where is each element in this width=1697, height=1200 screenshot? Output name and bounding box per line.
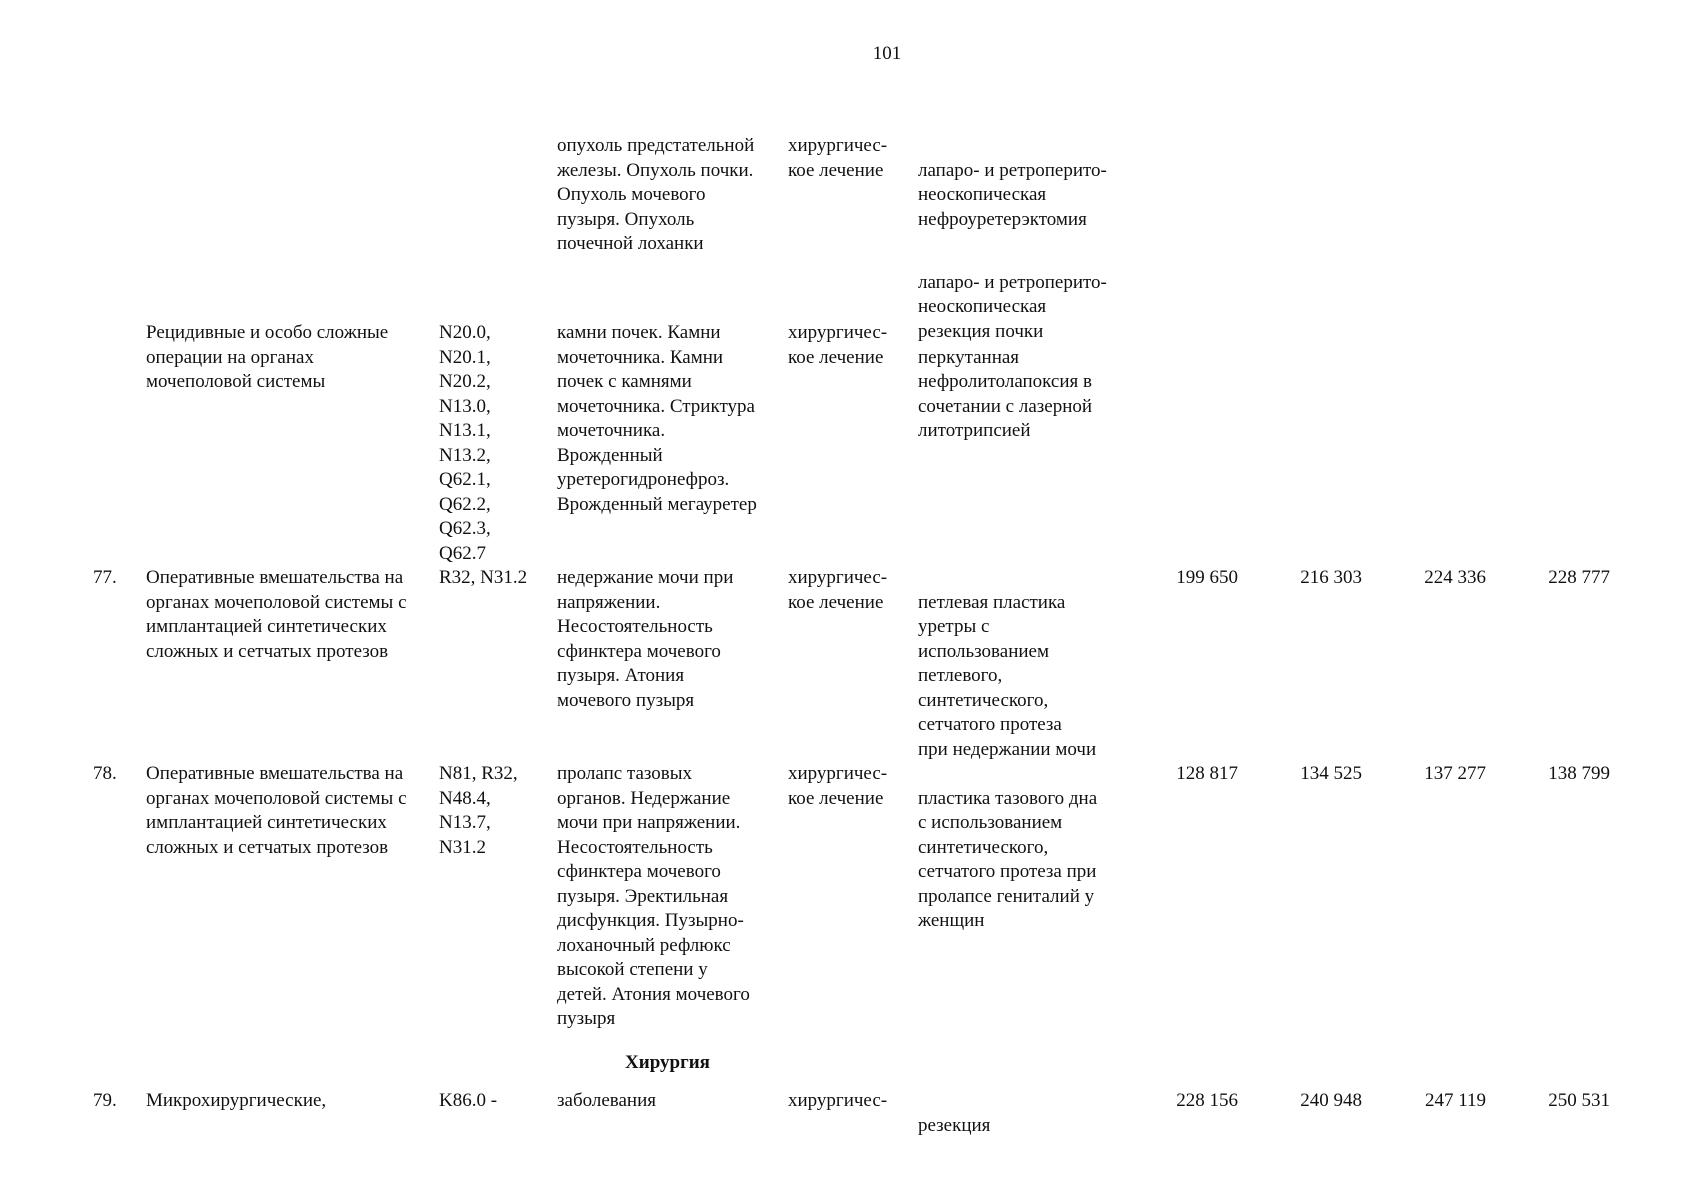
- price-cell: 228 777: [1548, 567, 1610, 588]
- price-cell: 250 531: [1548, 1090, 1610, 1111]
- patient-model: опухоль предстательной железы. Опухоль почки. Опухоль мочевого пузыря. Опухоль почечной лоханки: [557, 135, 755, 254]
- treatment-method: лапаро- и ретроперито- неоскопическая резекция почки: [918, 271, 1107, 342]
- row-number: 77.: [93, 567, 117, 588]
- treatment-kind: хирургичес-: [788, 1090, 888, 1111]
- price-cell: 134 525: [1300, 763, 1362, 784]
- treatment-methods: [918, 1089, 1146, 1163]
- treatment-method: пластика тазового дна с использованием синтетического, сетчатого протеза при пролапсе гениталий у женщин: [918, 787, 1098, 931]
- price-cell: 138 799: [1548, 763, 1610, 784]
- price-cell: 224 336: [1424, 567, 1486, 588]
- care-type-name: Микрохирургические,: [146, 1090, 327, 1111]
- price-cell: 128 817: [1176, 763, 1238, 784]
- icd-codes: N20.0, N20.1, N20.2, N13.0, N13.1, N13.2, Q62.1, Q62.2, Q62.3, Q62.7: [439, 322, 491, 564]
- treatment-kind: хирургичес- кое лечение: [788, 567, 888, 613]
- page-number: 101: [872, 43, 902, 64]
- treatment-method: петлевая пластика уретры с использованием петлевого, синтетического, сетчатого протеза при недержании мочи: [918, 591, 1097, 760]
- treatment-kind: хирургичес- кое лечение: [788, 763, 888, 809]
- row-number: 79.: [93, 1090, 117, 1111]
- patient-model: камни почек. Камни мочеточника. Камни почек с камнями мочеточника. Стриктура мочеточника. Врожденный уретерогидронефроз. Врожденный мегауретер: [557, 322, 757, 515]
- patient-model: пролапс тазовых органов. Недержание мочи при напряжении. Несостоятельность сфинктера мочевого пузыря. Эректильная дисфункция. Пузырно- лоханочный рефлюкс высокой степени у детей. Атония мочевого пузыря: [557, 763, 750, 1029]
- icd-codes: K86.0 -: [439, 1090, 498, 1111]
- treatment-methods: [918, 566, 1146, 787]
- price-cell: 228 156: [1176, 1090, 1238, 1111]
- care-type-name: Оперативные вмешательства на органах мочеполовой системы с имплантацией синтетических сложных и сетчатых протезов: [146, 567, 407, 662]
- treatment-method: резекция: [918, 1114, 991, 1136]
- care-type-name: Оперативные вмешательства на органах мочеполовой системы с имплантацией синтетических сложных и сетчатых протезов: [146, 763, 407, 858]
- price-cell: 247 119: [1424, 1090, 1486, 1111]
- patient-model: недержание мочи при напряжении. Несостоятельность сфинктера мочевого пузыря. Атония мочевого пузыря: [557, 567, 734, 711]
- treatment-kind: хирургичес- кое лечение: [788, 322, 888, 368]
- care-type-name: Рецидивные и особо сложные операции на органах мочеполовой системы: [146, 322, 389, 392]
- treatment-methods: [918, 762, 1146, 958]
- treatment-methods: [918, 321, 1146, 468]
- price-cell: 199 650: [1176, 567, 1238, 588]
- icd-codes: N81, R32, N48.4, N13.7, N31.2: [439, 763, 518, 858]
- section-heading: Хирургия: [625, 1052, 710, 1073]
- patient-model: заболевания: [557, 1090, 656, 1111]
- price-cell: 216 303: [1300, 567, 1362, 588]
- treatment-kind: хирургичес- кое лечение: [788, 135, 888, 181]
- treatment-method: лапаро- и ретроперито- неоскопическая нефроуретерэктомия: [918, 159, 1107, 230]
- treatment-method: перкутанная нефролитолапоксия в сочетании с лазерной литотрипсией: [918, 346, 1093, 441]
- price-cell: 137 277: [1424, 763, 1486, 784]
- icd-codes: R32, N31.2: [439, 567, 528, 588]
- price-cell: 240 948: [1300, 1090, 1362, 1111]
- row-number: 78.: [93, 763, 117, 784]
